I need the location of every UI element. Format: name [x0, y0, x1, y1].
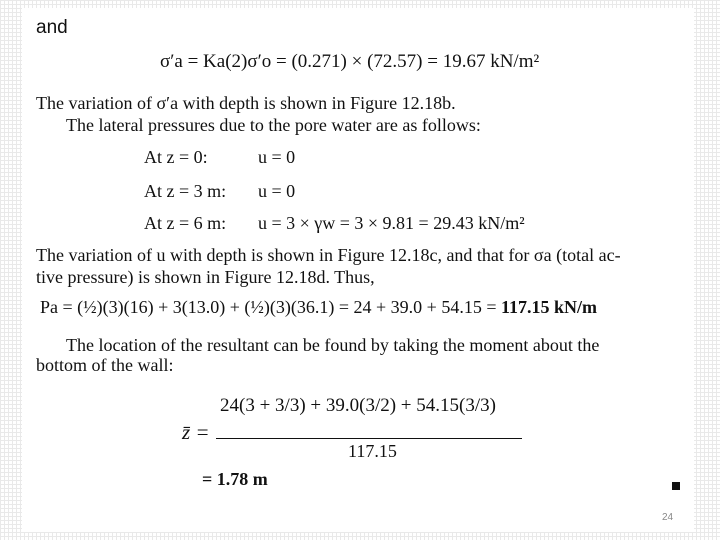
end-of-example-mark — [672, 482, 680, 490]
pore-pressure-row — [144, 181, 296, 201]
page-number: 24 — [662, 512, 674, 523]
paragraph-variation-u-line1: The variation of u with depth is shown in Figure 12.18c, and that for σa (total ac- — [36, 245, 621, 265]
paragraph-variation-u-line2: tive pressure) is shown in Figure 12.18d. Thus, — [36, 267, 375, 287]
paragraph-resultant-line1: The location of the resultant can be found by taking the moment about the — [66, 335, 600, 355]
depth-label: At z = 0: — [144, 147, 208, 167]
pore-pressure-value: u = 3 × γw = 3 × 9.81 = 29.43 kN/m² — [258, 213, 525, 233]
depth-label: At z = 6 m: — [144, 213, 227, 233]
textbook-page — [32, 14, 684, 494]
equation-sigma-a: σ′a = Ka(2)σ′o = (0.271) × (72.57) = 19.67 kN/m² — [160, 51, 540, 72]
pore-pressure-value: u = 0 — [258, 181, 296, 201]
zbar-numerator: 24(3 + 3/3) + 39.0(3/2) + 54.15(3/3) — [220, 395, 496, 416]
zbar-result: = 1.78 m — [202, 469, 268, 489]
equation-pa-result: 117.15 kN/m — [500, 297, 597, 317]
slide — [22, 8, 694, 532]
fraction-bar — [216, 438, 522, 439]
zbar-label: z̄ = — [182, 420, 210, 444]
paragraph-pore-water: The lateral pressures due to the pore water are as follows: — [66, 115, 481, 135]
equation-pa — [40, 298, 597, 316]
pore-pressure-value: u = 0 — [258, 147, 296, 167]
paragraph-resultant-line2: bottom of the wall: — [36, 355, 174, 375]
zbar-denominator: 117.15 — [348, 441, 397, 461]
pore-pressure-row — [144, 213, 525, 233]
intro-word: and — [36, 17, 68, 38]
equation-pa-terms: Pa = (½)(3)(16) + 3(13.0) + (½)(3)(36.1) = 24 + 39.0 + 54.15 = — [40, 297, 497, 317]
pore-pressure-row — [144, 147, 296, 167]
depth-label: At z = 3 m: — [144, 181, 227, 201]
paragraph-variation-sigma: The variation of σ′a with depth is shown in Figure 12.18b. — [36, 93, 456, 113]
